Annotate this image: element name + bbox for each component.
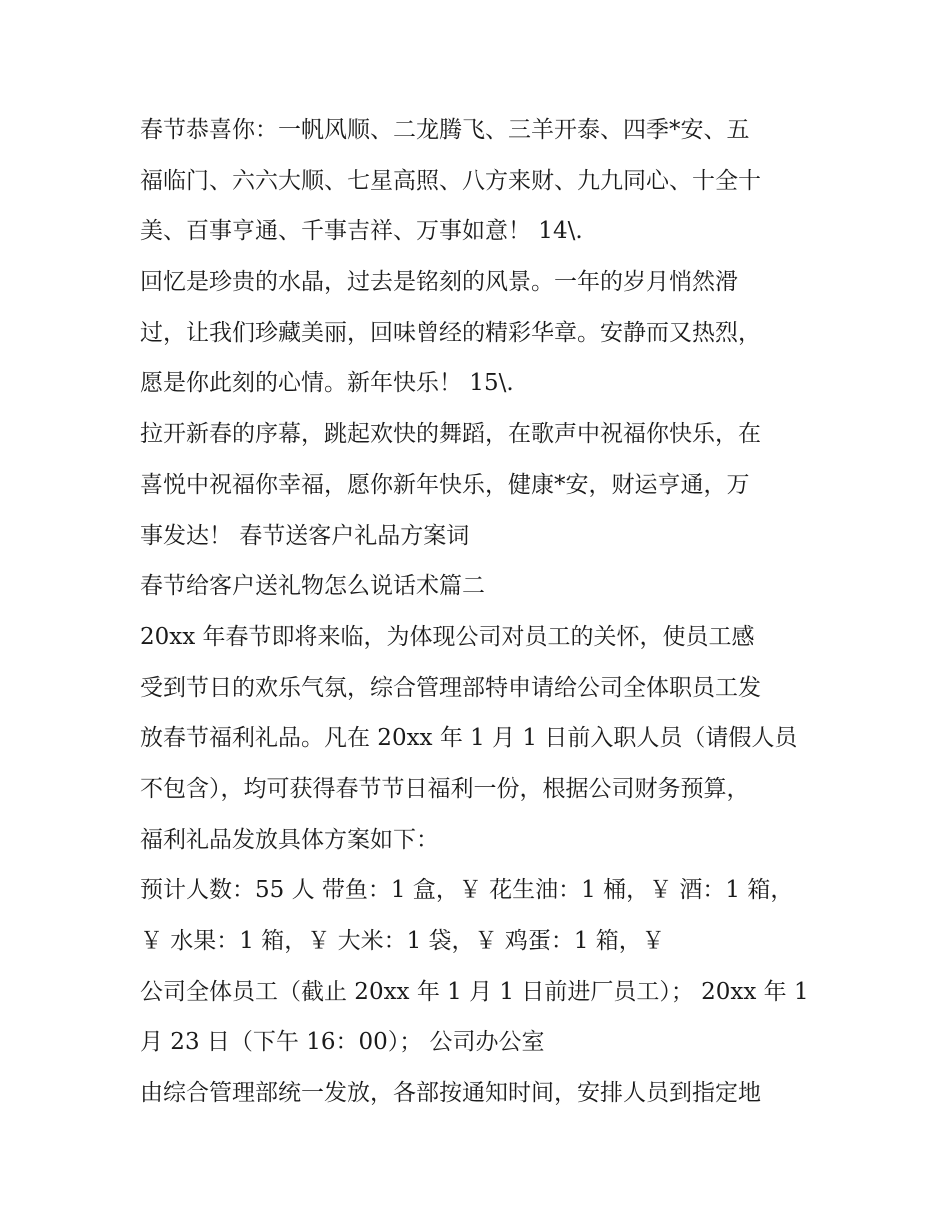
text-line: 放春节福利礼品。凡在 20xx 年 1 月 1 日前入职人员（请假人员 (140, 725, 798, 752)
text-line: ￥ 水果：1 箱，￥ 大米：1 袋，￥ 鸡蛋：1 箱，￥ (140, 928, 665, 954)
text-line: 预计人数：55 人 带鱼：1 盒，￥ 花生油：1 桶，￥ 酒：1 箱， (140, 877, 794, 904)
text-line: 公司全体员工（截止 20xx 年 1 月 1 日前进厂员工）； 20xx 年 1 (140, 978, 809, 1005)
text-line: 春节恭喜你：一帆风顺、二龙腾飞、三羊开泰、四季*安、五 (140, 117, 750, 143)
text-line: 受到节日的欢乐气氛，综合管理部特申请给公司全体职员工发 (140, 674, 761, 701)
text-line: 由综合管理部统一发放，各部按通知时间，安排人员到指定地 (140, 1080, 761, 1107)
text-line: 回忆是珍贵的水晶，过去是铭刻的风景。一年的岁月悄然滑 (140, 269, 738, 296)
text-line: 不包含），均可获得春节节日福利一份，根据公司财务预算， (140, 775, 750, 802)
text-line: 月 23 日（下午 16：00）； 公司办公室 (140, 1029, 545, 1056)
text-line: 愿是你此刻的心情。新年快乐！ 15\. (140, 370, 514, 397)
section-heading: 春节给客户送礼物怎么说话术篇二 (140, 573, 485, 600)
text-line: 拉开新春的序幕，跳起欢快的舞蹈，在歌声中祝福你快乐，在 (140, 421, 761, 448)
document-body (140, 105, 820, 1119)
text-line: 喜悦中祝福你幸福，愿你新年快乐，健康*安，财运亨通，万 (140, 471, 750, 498)
text-line: 事发达！ 春节送客户礼品方案词 (140, 522, 470, 549)
text-line: 过，让我们珍藏美丽，回味曾经的精彩华章。安静而又热烈， (140, 319, 761, 346)
text-line: 福临门、六六大顺、七星高照、八方来财、九九同心、十全十 (140, 167, 761, 194)
text-line: 20xx 年春节即将来临，为体现公司对员工的关怀，使员工感 (140, 623, 755, 650)
text-line: 福利礼品发放具体方案如下： (140, 826, 439, 853)
text-line: 美、百事亨通、千事吉祥、万事如意！ 14\. (140, 218, 583, 245)
